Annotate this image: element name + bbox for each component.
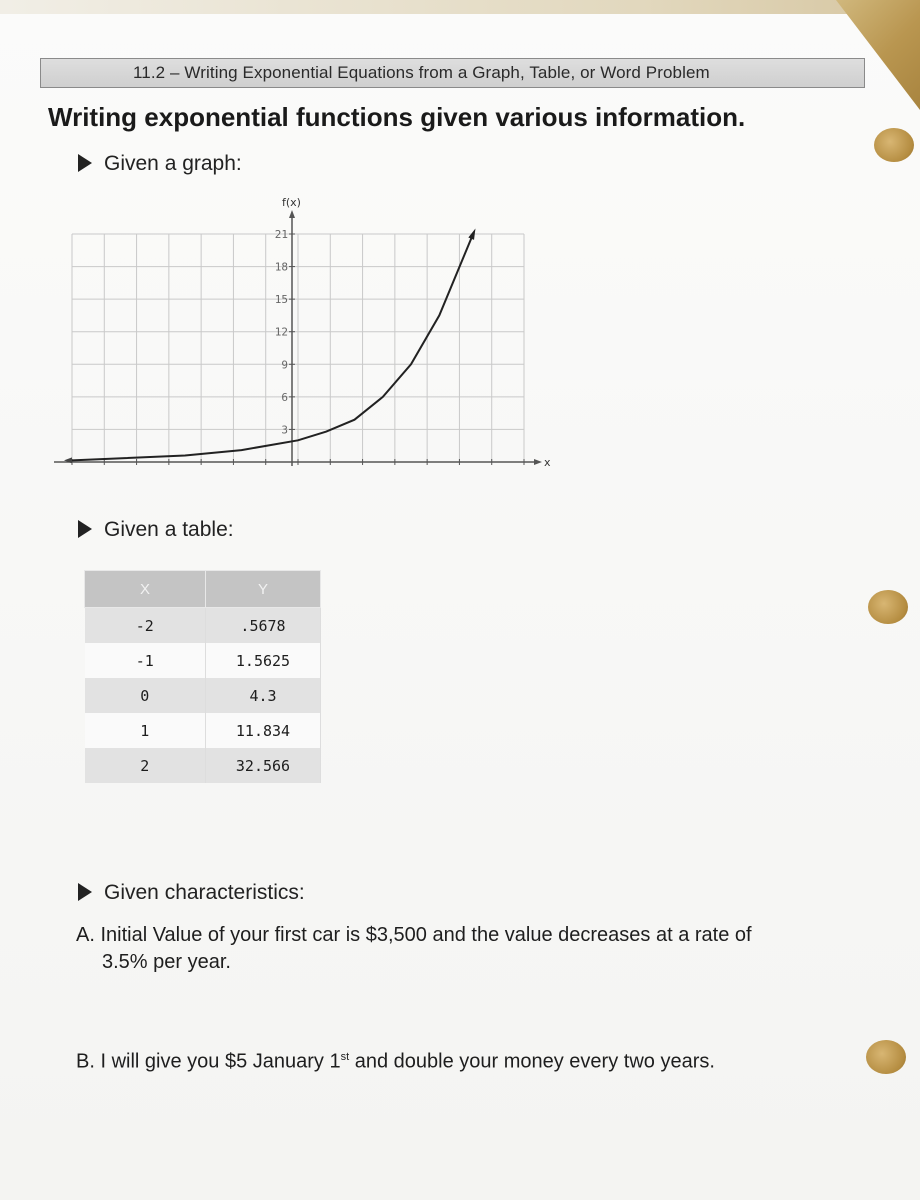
- characteristics-label-text: Given characteristics:: [104, 881, 305, 904]
- table-cell-y: 32.566: [206, 748, 321, 783]
- y-tick-label: 15: [274, 293, 288, 307]
- page-heading: Writing exponential functions given various information.: [48, 102, 746, 132]
- table-cell-y: 1.5625: [206, 643, 321, 678]
- problem-b: [76, 1044, 715, 1076]
- desk-edge: [0, 0, 920, 14]
- graph-grid: [72, 234, 524, 462]
- y-tick-label: 12: [274, 325, 288, 339]
- table-cell-x: -2: [85, 608, 206, 644]
- characteristics-section-label: [78, 881, 305, 905]
- banner-title: 11.2 – Writing Exponential Equations from a Graph, Table, or Word Problem: [133, 63, 710, 82]
- problem-b-text: B. I will give you $5 January 1: [76, 1050, 341, 1073]
- y-axis-arrow-icon: [289, 210, 295, 218]
- y-tick-label: 21: [274, 228, 288, 241]
- x-axis-arrow-icon: [534, 459, 542, 465]
- table-cell-y: 4.3: [206, 678, 321, 713]
- y-tick-label: 6: [281, 390, 288, 404]
- binder-hole-middle: [868, 590, 908, 624]
- table-row: [85, 643, 321, 678]
- y-tick-label: 9: [281, 358, 288, 372]
- problem-b-text-end: and double your money every two years.: [349, 1050, 715, 1073]
- table-cell-x: 1: [85, 713, 206, 748]
- table-section-label: [78, 518, 234, 542]
- table-header-x: X: [85, 571, 206, 608]
- y-tick-label: 18: [274, 260, 288, 274]
- table-row: [85, 713, 321, 748]
- graph-label-text: Given a graph:: [104, 152, 242, 175]
- binder-hole-top: [874, 128, 914, 162]
- binder-hole-bottom: [866, 1040, 906, 1074]
- x-axis-label: x: [544, 456, 551, 469]
- exponential-graph: [52, 190, 562, 480]
- problem-a-line2: 3.5% per year.: [102, 951, 231, 973]
- table-cell-y: .5678: [206, 608, 321, 644]
- xy-data-table: [84, 570, 321, 783]
- table-row: [85, 678, 321, 713]
- table-row: [85, 608, 321, 644]
- table-label-text: Given a table:: [104, 518, 234, 541]
- ordinal-suffix: st: [340, 1051, 350, 1063]
- problem-a: [76, 922, 752, 976]
- y-tick-label: 3: [281, 423, 288, 437]
- bullet-triangle-icon: [78, 883, 92, 901]
- bullet-triangle-icon: [78, 520, 92, 538]
- table-cell-x: 0: [85, 678, 206, 713]
- section-banner: [40, 58, 865, 88]
- graph-section-label: [78, 152, 242, 176]
- table-cell-x: -1: [85, 643, 206, 678]
- bullet-triangle-icon: [78, 154, 92, 172]
- table-cell-y: 11.834: [206, 713, 321, 748]
- table-cell-x: 2: [85, 748, 206, 783]
- table-header-y: Y: [206, 571, 321, 608]
- y-axis-label: f(x): [282, 196, 301, 209]
- exponential-curve: [72, 234, 473, 460]
- problem-a-line1: A. Initial Value of your first car is $3,500 and the value decreases at a rate of: [76, 924, 752, 946]
- table-row: [85, 748, 321, 783]
